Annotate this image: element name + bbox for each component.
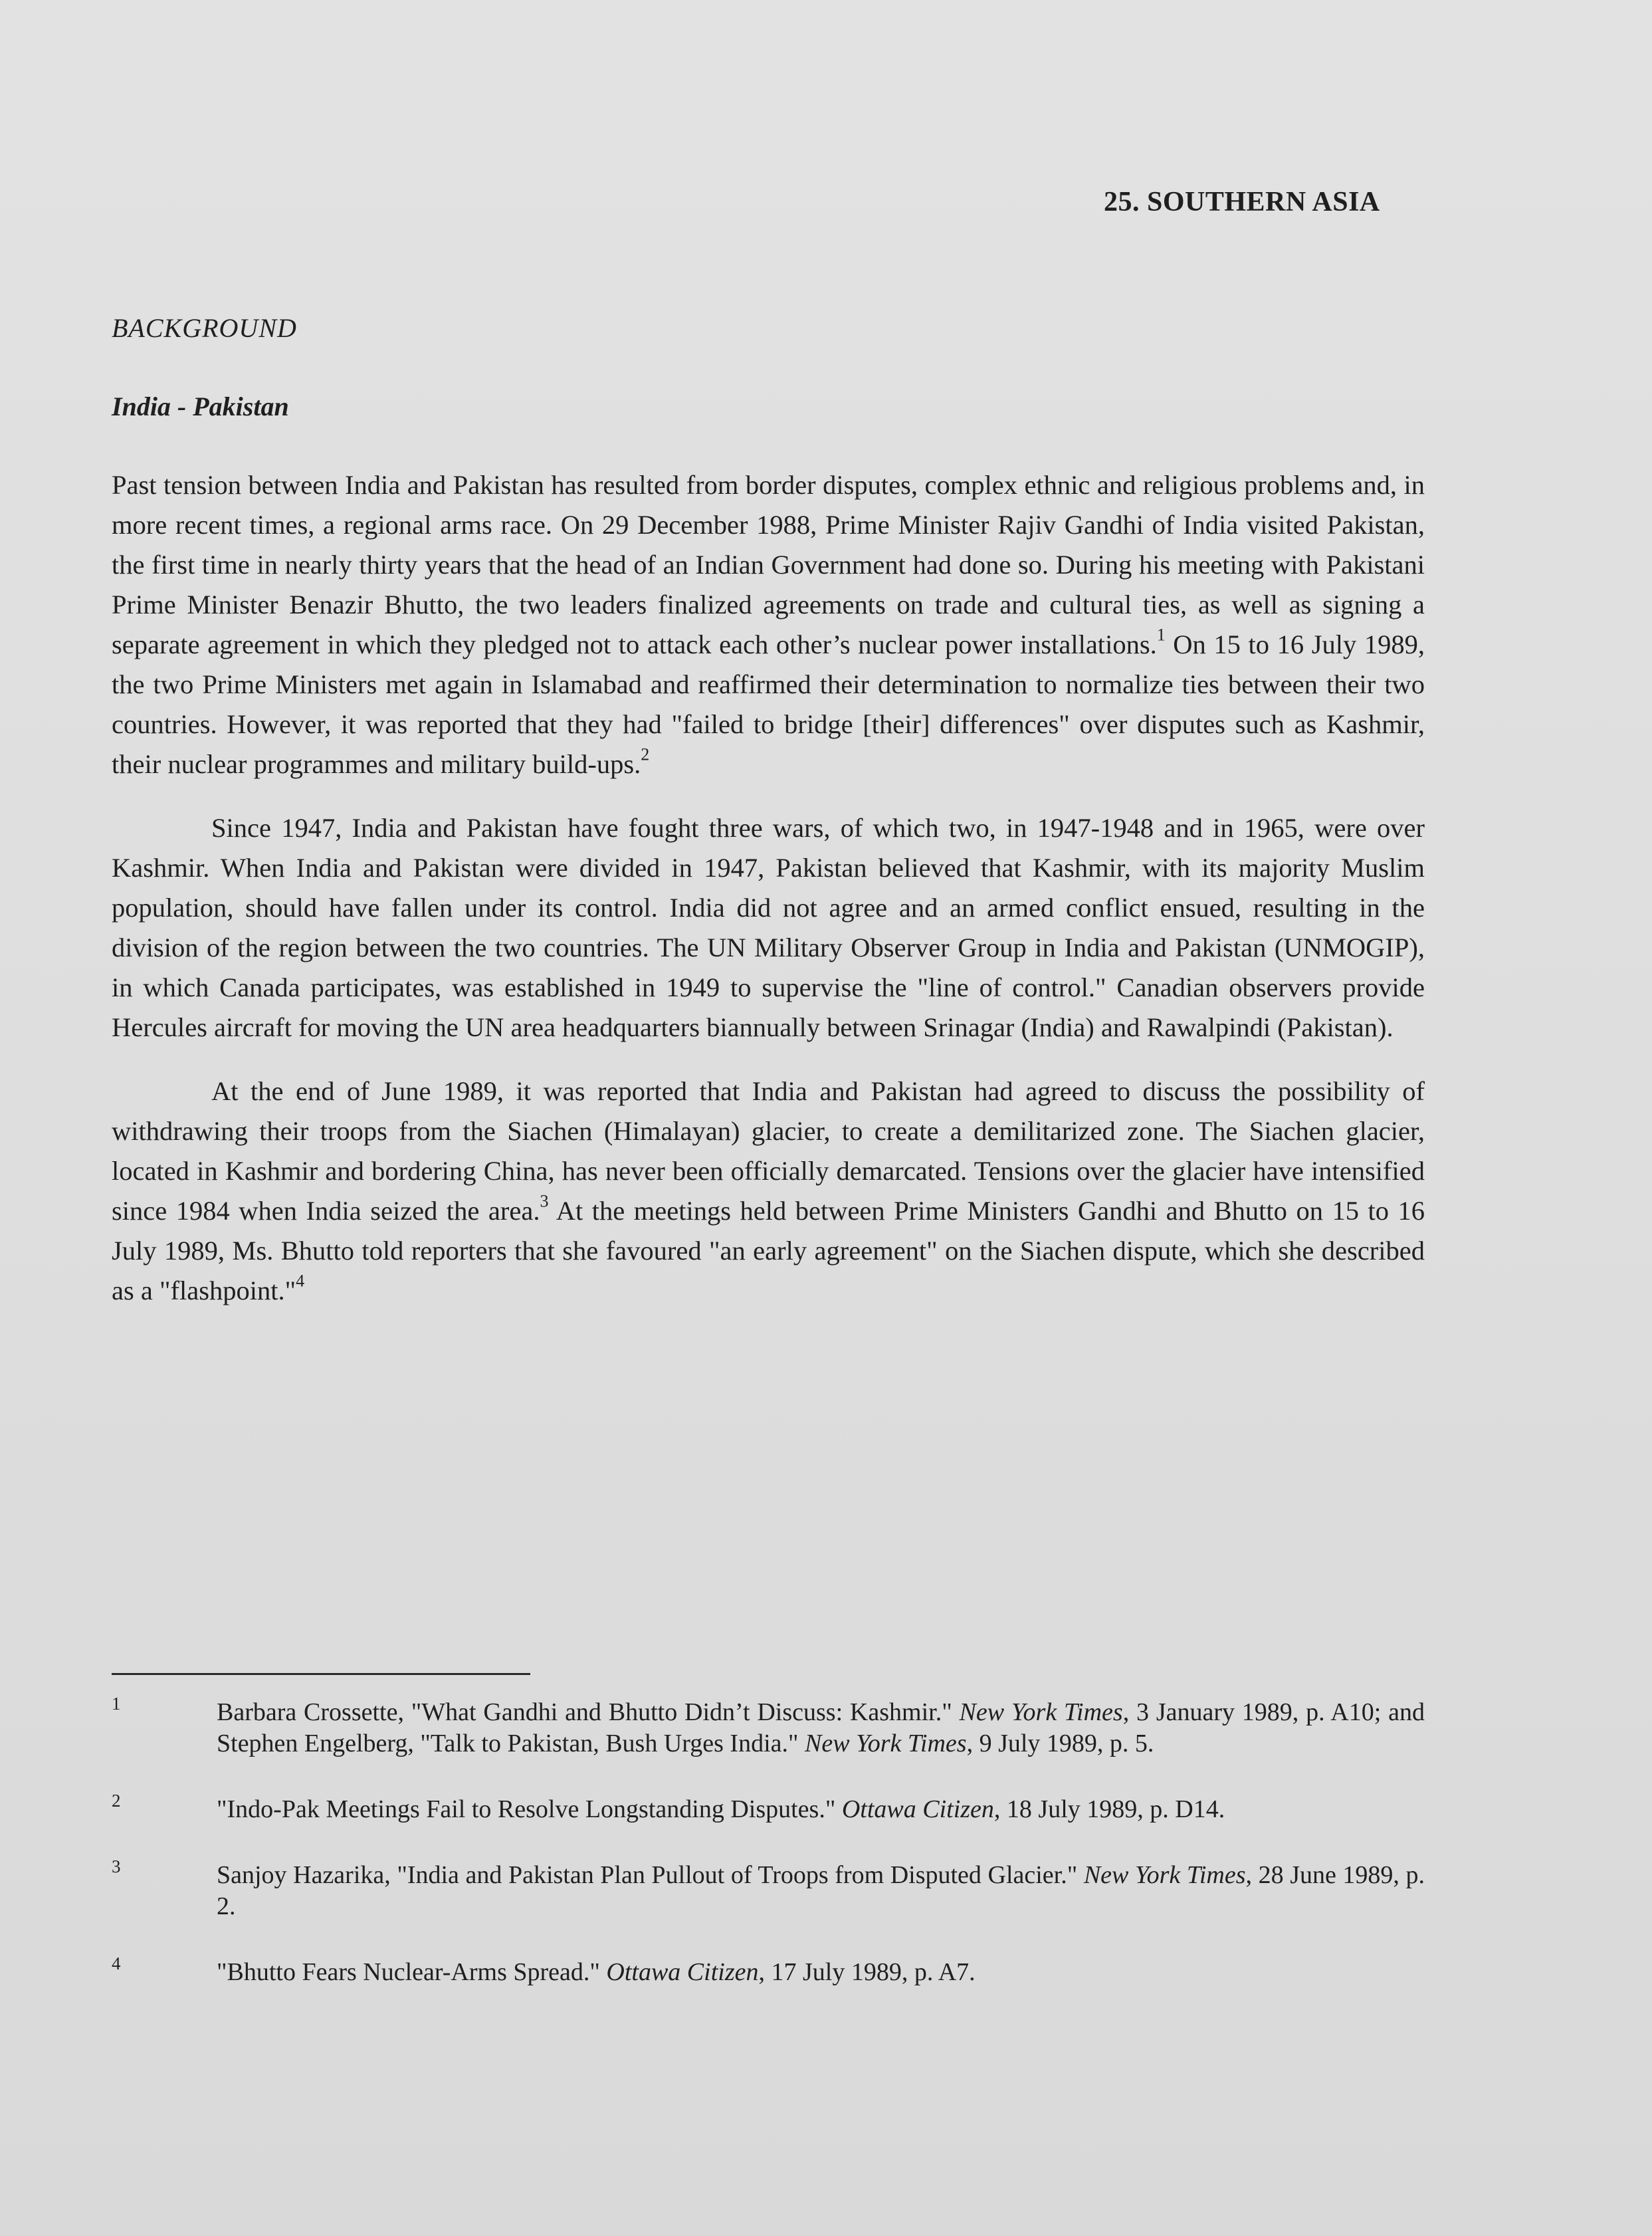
chapter-header: 25. SOUTHERN ASIA <box>1104 187 1380 217</box>
footnote-number: 3 <box>112 1856 121 1876</box>
sub-heading: India - Pakistan <box>112 391 289 421</box>
footnote-publication: Ottawa Citizen <box>606 1958 759 1986</box>
paragraph-1-part-b: On 15 to 16 July 1989, the two Prime Ministers met again in Islamabad and reaffirmed their determination to normalize ties between their two countries. However, it was reported that they had "failed to bridge [their] differences" over disputes such as Kashmir, their nuclear programmes and military build-ups. <box>112 629 1425 779</box>
footnote-text-part: , 9 July 1989, p. 5. <box>966 1730 1154 1757</box>
footnote-publication: New York Times <box>805 1730 967 1757</box>
footnote-2 <box>112 1789 1425 1825</box>
footnote-text <box>217 1789 1425 1825</box>
footnote-publication: New York Times <box>1083 1861 1246 1889</box>
footnote-divider <box>112 1673 530 1675</box>
footnote-1 <box>112 1692 1425 1759</box>
paragraph-3 <box>112 1071 1425 1311</box>
footnote-ref-4: 4 <box>296 1271 305 1291</box>
footnote-ref-3: 3 <box>540 1191 549 1211</box>
paragraph-2: Since 1947, India and Pakistan have fought three wars, of which two, in 1947-1948 and in 1965, were over Kashmir. When India and Pakistan were divided in 1947, Pakistan believed that Kashmir, with its majority Muslim population, should have fallen under its control. India did not agree and an armed conflict ensued, resulting in the division of the region between the two countries. The UN Military Observer Group in India and Pakistan (UNMOGIP), in which Canada participates, was established in 1949 to supervise the "line of control." Canadian observers provide Hercules aircraft for moving the UN area headquarters biannually between Srinagar (India) and Rawalpindi (Pakistan). <box>112 813 1425 1042</box>
footnote-text-part: Sanjoy Hazarika, "India and Pakistan Plan Pullout of Troops from Disputed Glacier." <box>217 1861 1084 1889</box>
body-text <box>112 465 1425 1335</box>
section-heading: BACKGROUND <box>112 313 297 343</box>
paragraph-3-part-a: At the end of June 1989, it was reported that India and Pakistan had agreed to discuss the possibility of withdrawing their troops from the Siachen (Himalayan) glacier, to create a demilitarized zone. The Siachen glacier, located in Kashmir and bordering China, has never been officially demarcated. Tensions over the glacier have intensified since 1984 when India seized the area. <box>112 1076 1425 1226</box>
footnote-publication: Ottawa Citizen <box>841 1795 994 1823</box>
footnote-text <box>217 1692 1425 1759</box>
footnote-number: 4 <box>112 1954 121 1973</box>
paragraph-3-part-b: At the meetings held between Prime Ministers Gandhi and Bhutto on 15 to 16 July 1989, Ms. Bhutto told reporters that she favoured "an early agreement" on the Siachen dispute, which she described as a "flashpoint." <box>112 1196 1425 1305</box>
footnote-text-part: "Bhutto Fears Nuclear-Arms Spread." <box>217 1958 607 1986</box>
footnote-ref-1: 1 <box>1156 625 1166 645</box>
footnote-text-part: , 3 January 1989, p. A10; and Stephen Engelberg, "Talk to Pakistan, Bush Urges India." <box>217 1698 1425 1757</box>
footnote-number: 1 <box>112 1694 121 1714</box>
footnote-4 <box>112 1952 1425 1988</box>
footnote-text <box>217 1854 1425 1922</box>
footnote-number: 2 <box>112 1791 121 1811</box>
paragraph-1-part-a: Past tension between India and Pakistan has resulted from border disputes, complex ethnic and religious problems and, in more recent times, a regional arms race. On 29 December 1988, Prime Minister Rajiv Gandhi of India visited Pakistan, the first time in nearly thirty years that the head of an Indian Government had done so. During his meeting with Pakistani Prime Minister Benazir Bhutto, the two leaders finalized agreements on trade and cultural ties, as well as signing a separate agreement in which they pledged not to attack each other’s nuclear power installations. <box>112 470 1425 659</box>
footnote-publication: New York Times <box>959 1698 1123 1726</box>
footnote-text-part: , 17 July 1989, p. A7. <box>758 1958 976 1986</box>
footnote-text-part: , 28 June 1989, p. 2. <box>217 1861 1425 1920</box>
footnote-ref-2: 2 <box>641 744 650 764</box>
paragraph-1 <box>112 465 1425 784</box>
footnote-3 <box>112 1854 1425 1922</box>
footnotes <box>112 1692 1425 2017</box>
footnote-text-part: "Indo-Pak Meetings Fail to Resolve Longstanding Disputes." <box>217 1795 842 1823</box>
footnote-text-part: Barbara Crossette, "What Gandhi and Bhutto Didn’t Discuss: Kashmir." <box>217 1698 960 1726</box>
footnote-text-part: , 18 July 1989, p. D14. <box>993 1795 1225 1823</box>
footnote-text <box>217 1952 1425 1988</box>
